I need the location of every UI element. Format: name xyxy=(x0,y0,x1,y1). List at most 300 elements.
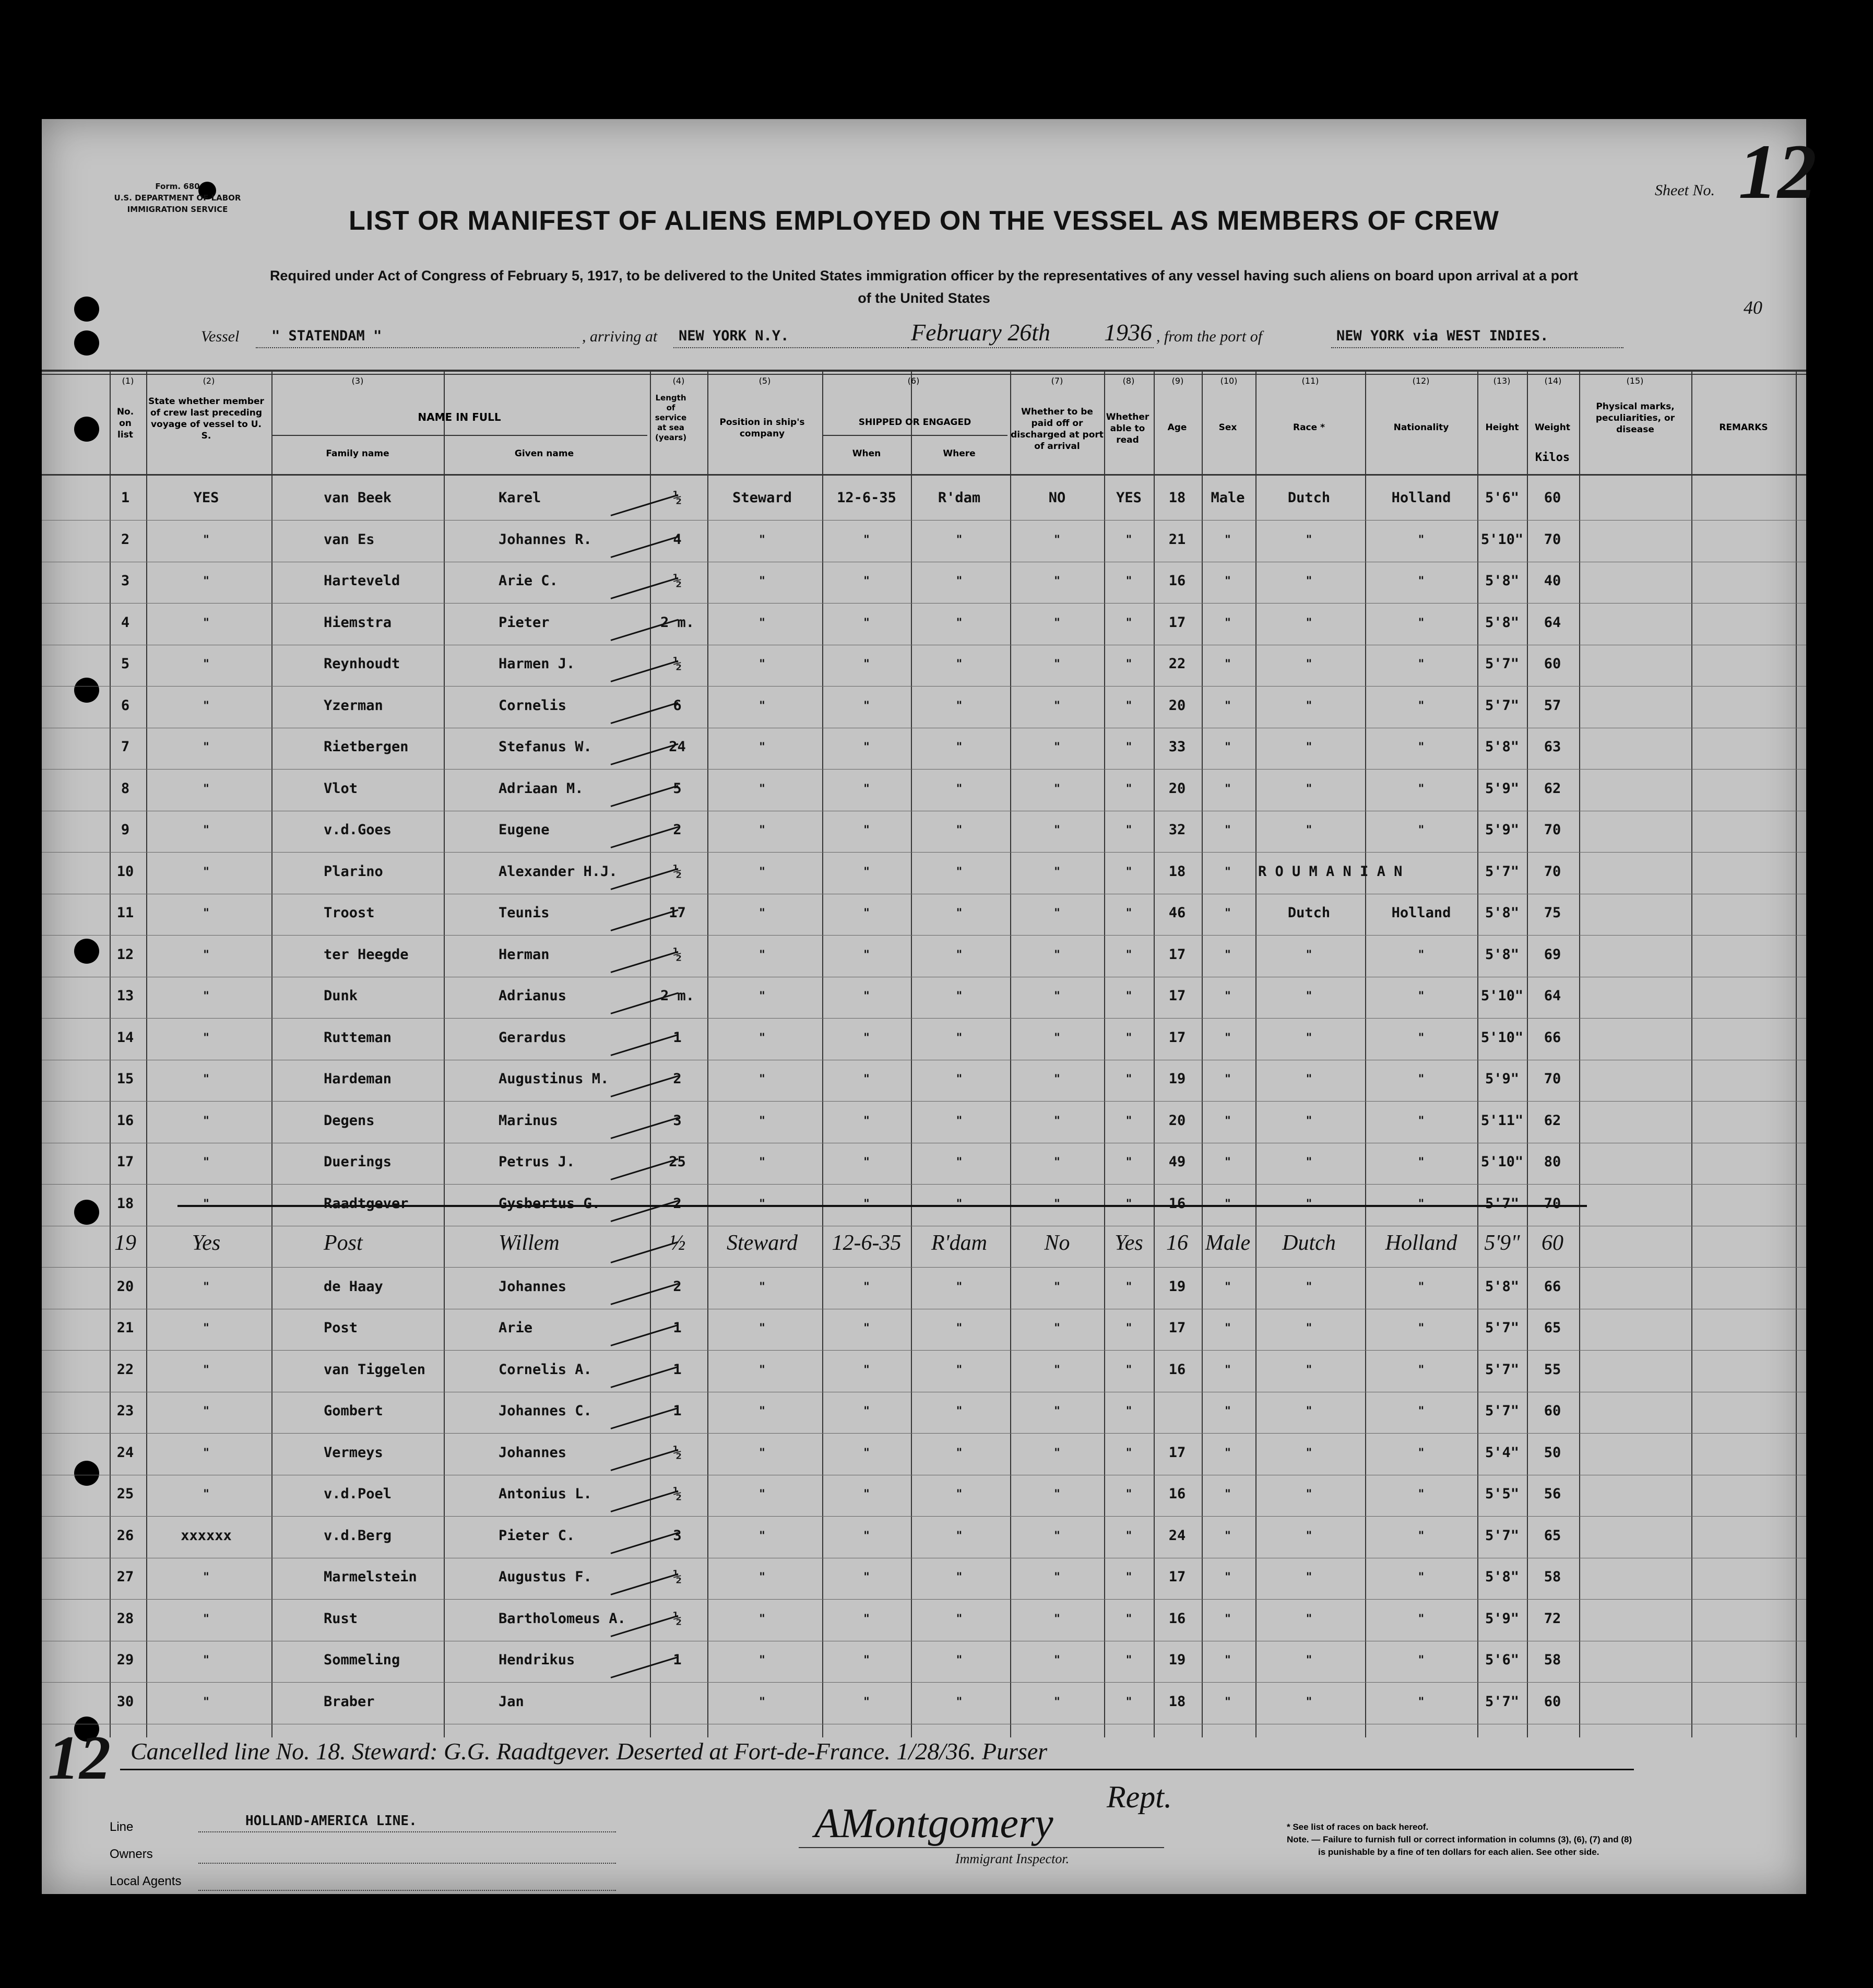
cell-when: 12-6-35 xyxy=(832,1231,902,1255)
cell-where: R'dam xyxy=(931,1231,987,1255)
row-rule xyxy=(42,1267,1806,1268)
cell-length: 4 xyxy=(673,531,682,548)
cell-family: Vlot xyxy=(324,780,358,797)
ditto-mark: " xyxy=(1418,1197,1425,1211)
footnote xyxy=(1287,1821,1757,1859)
ditto-mark: " xyxy=(203,699,209,713)
cell-height: 5'7" xyxy=(1485,697,1520,714)
ditto-mark: " xyxy=(1225,658,1231,671)
cell-no: 20 xyxy=(116,1278,134,1295)
cell-weight: 63 xyxy=(1544,739,1561,755)
ditto-mark: " xyxy=(1418,1156,1425,1169)
cancelled-note: Cancelled line No. 18. Steward: G.G. Raadtgever. Deserted at Fort-de-France. 1/28/36. Purser xyxy=(131,1738,1048,1765)
from-port-underline xyxy=(1331,347,1623,348)
cell-no: 26 xyxy=(116,1527,134,1544)
cell-length: 1 xyxy=(673,1403,682,1419)
owners-underline xyxy=(198,1863,616,1864)
cell-weight: 60 xyxy=(1542,1231,1563,1255)
cell-age: 33 xyxy=(1168,739,1186,755)
ditto-mark: " xyxy=(1054,1488,1060,1501)
ditto-mark: " xyxy=(1054,533,1060,547)
ditto-mark: " xyxy=(759,1529,765,1543)
ditto-mark: " xyxy=(863,1488,870,1501)
ditto-mark: " xyxy=(1054,1031,1060,1045)
ditto-mark: " xyxy=(1125,1156,1132,1169)
cell-given: Adrianus xyxy=(499,988,567,1004)
cell-weight: 60 xyxy=(1544,1403,1561,1419)
cell-height: 5'8" xyxy=(1485,1278,1520,1295)
ditto-mark: " xyxy=(203,824,209,837)
cell-no: 6 xyxy=(121,697,130,714)
cell-family: Plarino xyxy=(324,863,383,880)
ditto-mark: " xyxy=(863,1156,870,1169)
cell-length: ½ xyxy=(673,1486,682,1502)
cell-no: 1 xyxy=(121,490,130,506)
ditto-mark: " xyxy=(759,533,765,547)
ditto-mark: " xyxy=(203,865,209,879)
ditto-mark: " xyxy=(1306,1322,1312,1335)
ditto-mark: " xyxy=(956,1073,963,1086)
ditto-mark: " xyxy=(1125,1280,1132,1294)
ditto-mark: " xyxy=(1306,1114,1312,1128)
header-length-service: Length of service at sea (years) xyxy=(655,393,687,442)
ditto-mark: " xyxy=(956,699,963,713)
ditto-mark: " xyxy=(1306,990,1312,1003)
ditto-mark: " xyxy=(1225,1571,1231,1584)
vessel-label: Vessel xyxy=(201,328,240,345)
ditto-mark: " xyxy=(1125,1571,1132,1584)
cell-weight: 72 xyxy=(1544,1610,1561,1627)
ditto-mark: " xyxy=(863,990,870,1003)
cell-height: 5'6" xyxy=(1485,1652,1520,1668)
ditto-mark: " xyxy=(1418,1405,1425,1418)
ditto-mark: " xyxy=(1418,616,1425,630)
cell-height: 5'11" xyxy=(1480,1112,1524,1129)
from-port: NEW YORK via WEST INDIES. xyxy=(1336,328,1549,344)
strike-through-row-18 xyxy=(177,1205,1587,1207)
cell-given: Pieter xyxy=(499,614,550,631)
ditto-mark: " xyxy=(863,1695,870,1709)
cell-height: 5'9" xyxy=(1485,780,1520,797)
ditto-mark: " xyxy=(1125,1488,1132,1501)
footnote-races: * See list of races on back hereof. xyxy=(1287,1822,1429,1832)
row-rule xyxy=(42,1433,1806,1434)
ditto-mark: " xyxy=(203,1197,209,1211)
header-age: Age xyxy=(1167,422,1187,433)
requirement-line-2: of the United States xyxy=(858,290,990,306)
ditto-mark: " xyxy=(1225,1073,1231,1086)
ditto-mark: " xyxy=(863,1654,870,1667)
cell-height: 5'7" xyxy=(1485,1195,1520,1212)
ditto-mark: " xyxy=(863,1280,870,1294)
page-title: LIST OR MANIFEST OF ALIENS EMPLOYED ON THE VESSEL AS MEMBERS OF CREW xyxy=(349,206,1499,236)
ditto-mark: " xyxy=(1225,1322,1231,1335)
row-rule xyxy=(42,1682,1806,1683)
cell-weight: 80 xyxy=(1544,1154,1561,1170)
cell-family: Hardeman xyxy=(324,1071,392,1087)
cell-given: Alexander H.J. xyxy=(499,863,618,880)
ditto-mark: " xyxy=(1125,1446,1132,1460)
ditto-mark: " xyxy=(1054,865,1060,879)
table-top-border xyxy=(42,370,1806,372)
cell-family: van Es xyxy=(324,531,375,548)
cell-given: Gerardus xyxy=(499,1029,567,1046)
cell-height: 5'10" xyxy=(1480,1154,1524,1170)
cell-no: 27 xyxy=(116,1569,134,1585)
header-race: Race * xyxy=(1293,422,1325,433)
column-number: (14) xyxy=(1544,376,1562,386)
manifest-sheet xyxy=(42,119,1817,1894)
cell-no: 13 xyxy=(116,988,134,1004)
cell-length: 25 xyxy=(669,1154,686,1170)
cell-age: 46 xyxy=(1168,905,1186,921)
ditto-mark: " xyxy=(1225,865,1231,879)
column-number: (8) xyxy=(1122,376,1135,386)
ditto-mark: " xyxy=(1054,1197,1060,1211)
cell-family: Rutteman xyxy=(324,1029,392,1046)
ditto-mark: " xyxy=(956,1529,963,1543)
cell-no: 19 xyxy=(114,1231,136,1255)
cell-height: 5'7" xyxy=(1485,1527,1520,1544)
ditto-mark: " xyxy=(956,1571,963,1584)
ditto-mark: " xyxy=(759,741,765,754)
ditto-mark: " xyxy=(759,1114,765,1128)
cell-no: 30 xyxy=(116,1693,134,1710)
cell-length: 1 xyxy=(673,1029,682,1046)
ditto-mark: " xyxy=(956,741,963,754)
column-number: (12) xyxy=(1412,376,1430,386)
ditto-mark: " xyxy=(863,948,870,962)
from-port-label: , from the port of xyxy=(1156,328,1263,345)
ditto-mark: " xyxy=(1125,1612,1132,1626)
row-rule xyxy=(42,686,1806,687)
ditto-mark: " xyxy=(1418,533,1425,547)
cell-state: YES xyxy=(193,490,219,506)
arrival-date: February 26th xyxy=(911,319,1051,346)
cell-family: v.d.Berg xyxy=(324,1527,392,1544)
header-able-read: Whether able to read xyxy=(1106,412,1149,445)
ditto-mark: " xyxy=(863,1031,870,1045)
cell-height: 5'7" xyxy=(1485,863,1520,880)
ditto-mark: " xyxy=(759,699,765,713)
ditto-mark: " xyxy=(1054,1405,1060,1418)
cell-given: Harmen J. xyxy=(499,656,575,672)
ditto-mark: " xyxy=(1054,1363,1060,1377)
ditto-mark: " xyxy=(1125,782,1132,796)
ditto-mark: " xyxy=(1418,741,1425,754)
cell-age: 19 xyxy=(1168,1071,1186,1087)
ditto-mark: " xyxy=(203,948,209,962)
cell-family: Vermeys xyxy=(324,1444,383,1461)
cell-given: Cornelis A. xyxy=(499,1361,592,1378)
cell-given: Arie C. xyxy=(499,573,558,589)
ditto-mark: " xyxy=(1054,741,1060,754)
ditto-mark: " xyxy=(1306,1073,1312,1086)
cell-given: Jan xyxy=(499,1693,524,1710)
name-subheader-line xyxy=(271,435,647,436)
ditto-mark: " xyxy=(1225,1405,1231,1418)
ditto-mark: " xyxy=(1225,948,1231,962)
ditto-mark: " xyxy=(863,1571,870,1584)
cell-no: 23 xyxy=(116,1403,134,1419)
ditto-mark: " xyxy=(203,1322,209,1335)
cell-no: 2 xyxy=(121,531,130,548)
header-given-name: Given name xyxy=(514,448,574,459)
cell-no: 29 xyxy=(116,1652,134,1668)
ditto-mark: " xyxy=(863,533,870,547)
cell-length: ½ xyxy=(673,1444,682,1461)
ditto-mark: " xyxy=(1054,1529,1060,1543)
ditto-mark: " xyxy=(863,824,870,837)
ditto-mark: " xyxy=(863,1073,870,1086)
row-rule xyxy=(42,769,1806,770)
ditto-mark: " xyxy=(1225,1446,1231,1460)
cell-where: R'dam xyxy=(938,490,981,506)
cell-given: Augustus F. xyxy=(499,1569,592,1585)
cell-no: 14 xyxy=(116,1029,134,1046)
ditto-mark: " xyxy=(1225,533,1231,547)
ditto-mark: " xyxy=(956,1654,963,1667)
ditto-mark: " xyxy=(203,658,209,671)
ditto-mark: " xyxy=(759,575,765,588)
crew-manifest-table xyxy=(42,370,1806,1737)
ditto-mark: " xyxy=(1306,1654,1312,1667)
cell-family: Rust xyxy=(324,1610,358,1627)
ditto-mark: " xyxy=(1054,658,1060,671)
header-kilos: Kilos xyxy=(1535,451,1570,464)
cell-age: 16 xyxy=(1168,1486,1186,1502)
ditto-mark: " xyxy=(956,865,963,879)
cell-family: Braber xyxy=(324,1693,375,1710)
column-number: (6) xyxy=(907,376,920,386)
ditto-mark: " xyxy=(863,1114,870,1128)
cell-no: 16 xyxy=(116,1112,134,1129)
cell-given: Cornelis xyxy=(499,697,567,714)
header-sex: Sex xyxy=(1218,422,1237,433)
ditto-mark: " xyxy=(203,990,209,1003)
cell-age: 21 xyxy=(1168,531,1186,548)
ditto-mark: " xyxy=(956,990,963,1003)
arrival-port-underline xyxy=(673,347,908,348)
ditto-mark: " xyxy=(1306,1405,1312,1418)
cell-sex: Male xyxy=(1211,490,1245,506)
cell-paid: NO xyxy=(1048,490,1066,506)
ditto-mark: " xyxy=(1418,658,1425,671)
cell-height: 5'8" xyxy=(1485,1569,1520,1585)
ditto-mark: " xyxy=(759,658,765,671)
ditto-mark: " xyxy=(956,1446,963,1460)
cell-height: 5'6" xyxy=(1485,490,1520,506)
cell-no: 10 xyxy=(116,863,134,880)
ditto-mark: " xyxy=(1125,865,1132,879)
row-rule xyxy=(42,603,1806,604)
ditto-mark: " xyxy=(203,1446,209,1460)
ditto-mark: " xyxy=(1054,1571,1060,1584)
ditto-mark: " xyxy=(1125,1654,1132,1667)
corner-note: 40 xyxy=(1744,297,1762,318)
cell-weight: 66 xyxy=(1544,1029,1561,1046)
cell-weight: 70 xyxy=(1544,822,1561,838)
cell-given: Pieter C. xyxy=(499,1527,575,1544)
ditto-mark: " xyxy=(759,1031,765,1045)
cell-given: Karel xyxy=(499,490,541,506)
cell-given: Willem xyxy=(499,1231,560,1255)
cell-given: Johannes C. xyxy=(499,1403,592,1419)
ditto-mark: " xyxy=(1306,741,1312,754)
cell-height: 5'7" xyxy=(1485,656,1520,672)
ditto-mark: " xyxy=(1418,1114,1425,1128)
ditto-mark: " xyxy=(203,1363,209,1377)
ditto-mark: " xyxy=(203,1612,209,1626)
ditto-mark: " xyxy=(956,658,963,671)
cell-length: 17 xyxy=(669,905,686,921)
cell-race: R O U M A N I A N xyxy=(1258,863,1403,880)
ditto-mark: " xyxy=(1418,1529,1425,1543)
ditto-mark: " xyxy=(956,1363,963,1377)
ditto-mark: " xyxy=(1054,907,1060,920)
column-number: (2) xyxy=(203,376,215,386)
ditto-mark: " xyxy=(759,1156,765,1169)
cell-given: Augustinus M. xyxy=(499,1071,609,1087)
ditto-mark: " xyxy=(759,1612,765,1626)
inspector-label: Immigrant Inspector. xyxy=(955,1851,1070,1866)
cell-given: Johannes xyxy=(499,1278,567,1295)
ditto-mark: " xyxy=(1306,1446,1312,1460)
ditto-mark: " xyxy=(956,948,963,962)
ditto-mark: " xyxy=(1225,1695,1231,1709)
cell-age: 18 xyxy=(1168,490,1186,506)
cell-height: 5'8" xyxy=(1485,739,1520,755)
ditto-mark: " xyxy=(1225,1197,1231,1211)
cell-given: Bartholomeus A. xyxy=(499,1610,626,1627)
ditto-mark: " xyxy=(1306,824,1312,837)
ditto-mark: " xyxy=(759,1405,765,1418)
sheet-number: 12 xyxy=(1738,128,1817,215)
ditto-mark: " xyxy=(1125,1197,1132,1211)
ditto-mark: " xyxy=(1306,1529,1312,1543)
cell-family: Sommeling xyxy=(324,1652,400,1668)
cell-weight: 60 xyxy=(1544,656,1561,672)
ditto-mark: " xyxy=(1418,1612,1425,1626)
cell-weight: 65 xyxy=(1544,1527,1561,1544)
cell-age: 19 xyxy=(1168,1278,1186,1295)
ditto-mark: " xyxy=(863,575,870,588)
ditto-mark: " xyxy=(863,741,870,754)
cell-length: 2 m. xyxy=(660,988,695,1004)
cell-age: 22 xyxy=(1168,656,1186,672)
cell-race: Dutch xyxy=(1282,1231,1336,1255)
cell-no: 15 xyxy=(116,1071,134,1087)
cell-no: 17 xyxy=(116,1154,134,1170)
ditto-mark: " xyxy=(1054,1073,1060,1086)
ditto-mark: " xyxy=(1418,699,1425,713)
ditto-mark: " xyxy=(956,782,963,796)
ditto-mark: " xyxy=(1306,1571,1312,1584)
ditto-mark: " xyxy=(1418,1488,1425,1501)
cell-family: Reynhoudt xyxy=(324,656,400,672)
cell-age: 32 xyxy=(1168,822,1186,838)
ditto-mark: " xyxy=(1054,1654,1060,1667)
cell-weight: 57 xyxy=(1544,697,1561,714)
ditto-mark: " xyxy=(1225,616,1231,630)
cell-age: 16 xyxy=(1166,1231,1188,1255)
ditto-mark: " xyxy=(1054,1280,1060,1294)
ditto-mark: " xyxy=(956,533,963,547)
ditto-mark: " xyxy=(203,1073,209,1086)
cell-given: Petrus J. xyxy=(499,1154,575,1170)
cell-family: Gombert xyxy=(324,1403,383,1419)
ditto-mark: " xyxy=(1225,1654,1231,1667)
ditto-mark: " xyxy=(1418,575,1425,588)
cell-height: 5'9" xyxy=(1485,1610,1520,1627)
cell-family: v.d.Poel xyxy=(324,1486,392,1502)
cell-height: 5'9" xyxy=(1485,822,1520,838)
ditto-mark: " xyxy=(1306,533,1312,547)
ditto-mark: " xyxy=(759,1695,765,1709)
cell-given: Gysbertus G. xyxy=(499,1195,601,1212)
column-number: (1) xyxy=(122,376,134,386)
cell-no: 24 xyxy=(116,1444,134,1461)
ditto-mark: " xyxy=(863,1446,870,1460)
ditto-mark: " xyxy=(1225,741,1231,754)
ditto-mark: " xyxy=(1225,699,1231,713)
ditto-mark: " xyxy=(1418,1571,1425,1584)
cell-weight: 66 xyxy=(1544,1278,1561,1295)
ditto-mark: " xyxy=(1306,1363,1312,1377)
cell-family: de Haay xyxy=(324,1278,383,1295)
cell-family: Harteveld xyxy=(324,573,400,589)
column-number: (9) xyxy=(1171,376,1184,386)
ditto-mark: " xyxy=(759,1197,765,1211)
cell-age: 20 xyxy=(1168,780,1186,797)
form-number: Form. 680 xyxy=(155,182,200,191)
header-position: Position in ship's company xyxy=(719,417,805,439)
cell-weight: 56 xyxy=(1544,1486,1561,1502)
ditto-mark: " xyxy=(863,907,870,920)
ditto-mark: " xyxy=(203,533,209,547)
ditto-mark: " xyxy=(1125,990,1132,1003)
ditto-mark: " xyxy=(1125,1405,1132,1418)
arrival-year: 1936 xyxy=(1104,319,1152,346)
ditto-mark: " xyxy=(1225,990,1231,1003)
row-rule xyxy=(42,1184,1806,1185)
ditto-mark: " xyxy=(759,907,765,920)
cell-sex: Male xyxy=(1205,1231,1251,1255)
ditto-mark: " xyxy=(863,1612,870,1626)
cell-no: 9 xyxy=(121,822,130,838)
ditto-mark: " xyxy=(863,865,870,879)
cell-family: Post xyxy=(324,1320,358,1336)
ditto-mark: " xyxy=(1306,575,1312,588)
ditto-mark: " xyxy=(1054,990,1060,1003)
line-label: Line xyxy=(110,1820,134,1834)
cell-race: Dutch xyxy=(1287,905,1331,921)
ditto-mark: " xyxy=(1054,575,1060,588)
cell-age: 17 xyxy=(1168,946,1186,963)
cell-no: 25 xyxy=(116,1486,134,1502)
ditto-mark: " xyxy=(759,616,765,630)
arriving-label: , arriving at xyxy=(582,328,658,345)
ditto-mark: " xyxy=(1225,1031,1231,1045)
cell-given: Antonius L. xyxy=(499,1486,592,1502)
ditto-mark: " xyxy=(1125,824,1132,837)
table-top-border-2 xyxy=(42,374,1806,375)
ditto-mark: " xyxy=(1125,533,1132,547)
punch-hole xyxy=(74,330,99,356)
cell-weight: 50 xyxy=(1544,1444,1561,1461)
ditto-mark: " xyxy=(203,575,209,588)
ditto-mark: " xyxy=(1225,1156,1231,1169)
